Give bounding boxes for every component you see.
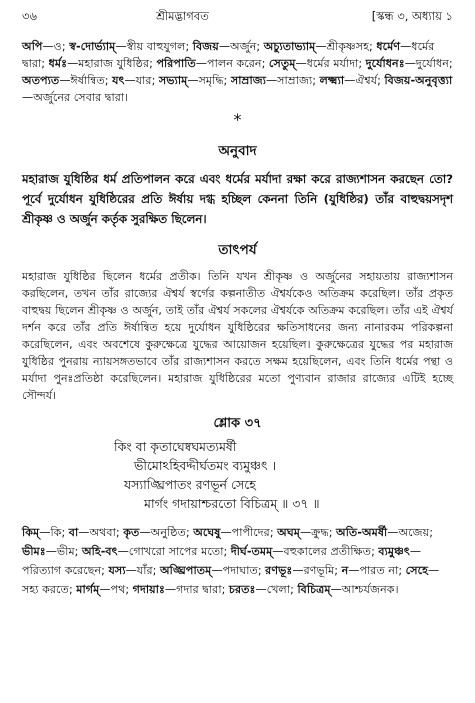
synonym-meaning: ও [53, 40, 62, 53]
synonym-entry: কৃত—অনুষ্ঠিত; [123, 526, 194, 539]
synonym-meaning: ধর্মের দ্বারা [22, 40, 435, 70]
synonym-entry: সভ্যাম্—সমৃদ্ধি; [158, 74, 231, 87]
synonym-term: দুর্যোধনঃ [365, 57, 405, 70]
synonym-term: অচ্যুতাভ্যাম্ [263, 40, 316, 53]
page-header [22, 8, 453, 32]
synonym-entry: বিজয়—অর্জুন; [192, 40, 264, 53]
synonym-term: যৎ [112, 74, 125, 87]
synonym-entry: অঘেষু—পাপীদের; [193, 526, 278, 539]
synonym-entry: অতি-অমর্ষী—অজেয়; [336, 526, 434, 539]
book-title: শ্রীমদ্ভাগবত [156, 9, 209, 23]
synonym-meaning: দুর্যোধন [415, 57, 449, 70]
synonym-entry: কিম্—কি; [22, 526, 69, 539]
synonym-entry: ব্যমুঞ্চৎ—পরিত্যাগ করেছেন; [22, 545, 422, 577]
synonym-term: বা [68, 526, 79, 539]
synonym-meaning: সাম্রাজ্য [277, 74, 313, 87]
synonym-meaning: মহারাজ যুধিষ্ঠির [78, 57, 150, 70]
page-number: ৩৬ [22, 9, 37, 23]
synonym-term: কিম্ [22, 526, 40, 539]
synonym-term: রণভূঃ [265, 564, 293, 577]
synonym-term: যস্য [108, 564, 126, 577]
synonym-meaning: সহ্য করতে [22, 583, 69, 596]
synonym-term: ভীমঃ [22, 545, 46, 558]
synonym-term: লক্ষ্ম্যা [319, 74, 345, 87]
synonym-meaning: পালন করেন [207, 57, 262, 70]
translation-heading: অনুবাদ [218, 143, 257, 159]
synonym-meaning: ঈর্ষান্বিত [70, 74, 105, 87]
verse-line: কিং বা কৃতাঘেষ্বঘমত্যমর্ষী [114, 439, 237, 454]
synonym-meaning: শ্রীকৃষ্ণসহ [326, 40, 370, 53]
synonym-meaning: অথবা [89, 526, 116, 539]
synonym-term: ধর্মঃ [48, 57, 68, 70]
synonym-entry: সাম্রাজ্য—সাম্রাজ্য; [230, 74, 320, 87]
synonym-term: ন [341, 564, 349, 577]
synonym-meaning: গোখরো সাপের মতো [128, 545, 224, 558]
verse-word-synonyms [22, 523, 453, 599]
synonym-entry: বিচিত্রম্—আশ্চর্যজনক। [297, 583, 399, 596]
synonym-term: কৃত [123, 526, 140, 539]
synonym-term: মার্গম্ [76, 583, 100, 596]
synonym-meaning: যার [135, 74, 152, 87]
synonym-meaning: স্বীয় বাহুযুগল [126, 40, 186, 53]
synonym-entry: বিজয়-অনুবৃত্ত্যা—অর্জুনের সেবার দ্বারা। [22, 74, 453, 104]
synonym-meaning: ঐশ্বর্য [355, 74, 378, 87]
synonym-meaning: পদাঘাত [222, 564, 258, 577]
synonym-meaning: পারত না [359, 564, 399, 577]
star-separator: * [233, 110, 242, 129]
synonym-entry: বা—অথবা; [68, 526, 124, 539]
synonym-entry: চরতঃ—খেলা; [228, 583, 298, 596]
synonym-term: সাম্রাজ্য [230, 74, 266, 87]
synonym-entry: অঙ্ঘ্রিপাতম্—পদাঘাত; [159, 564, 266, 577]
verse-heading: শ্লোক ৩৭ [213, 416, 262, 431]
synonym-entry: রণভূঃ—রণভূমি; [265, 564, 342, 577]
synonym-term: বিচিত্রম্ [297, 583, 331, 596]
section-reference: [স্কন্ধ ৩, অধ্যায় ১ [371, 9, 453, 23]
synonym-term: বিজয়-অনুবৃত্ত্যা [384, 74, 453, 87]
synonym-entry: ন—পারত না; [341, 564, 406, 577]
synonym-meaning: আশ্চর্যজনক [341, 583, 395, 596]
verse-line: মার্গং গদায়াশ্চরতো বিচিত্রম্ ॥ ৩৭ ॥ [144, 496, 320, 511]
synonym-meaning: অর্জুন [230, 40, 257, 53]
synonym-meaning: অজেয় [398, 526, 430, 539]
synonym-term: অতি-অমর্ষী [336, 526, 388, 539]
purport-text: মহারাজ যুধিষ্ঠির ছিলেন ধর্মের প্রতীক। তিনি যখন শ্রীকৃষ্ণ ও অর্জুনের সহায়তায় রাজ্যশাসন করছিলেন, তখন তাঁর রাজ্যের ঐশ্বর্য স্বর্গের কল্পনাতীত ঐশ্বর্যকেও অতিক্রম করেছিল। তাঁর প্রকৃত বাহুদ্বয় ছিলেন শ্রীকৃষ্ণ ও অর্জুন, তাই তাঁর ঐশ্বর্য সকলের ঐশ্বর্যকে অতিক্রম করেছিল। তাঁর এই ঐশ্বর্য দর্শন করে তাঁর প্রতি ঈর্ষান্বিত হয়ে দুর্যোধন যুধিষ্ঠিরের ক্ষতিসাধনের জন্য নানারকম পরিকল্পনা করেছিলেন, এবং অবশেষে কুরুক্ষেত্রে যুদ্ধের আয়োজন হয়েছিল। কুরুক্ষেত্রের যুদ্ধের পর মহারাজ যুধিষ্ঠির পুনরায় ন্যায়সঙ্গতভাবে তাঁর রাজ্যশাসন করতে সক্ষম হয়েছিলেন, এবং তিনি ধর্মের পন্থা ও মর্যাদা পুনঃপ্রতিষ্ঠা করেছিলেন। মহারাজ যুধিষ্ঠিরের মতো পুণ্যবান রাজার রাজ্যের এটিই হচ্ছে সৌন্দর্য। [22, 270, 453, 402]
synonym-meaning: অনুষ্ঠিত [150, 526, 186, 539]
translation-text: মহারাজ যুধিষ্ঠির ধর্ম প্রতিপালন করে এবং ধর্মের মর্যাদা রক্ষা করে রাজ্যশাসন করছেন তো? পূর্বে দুর্যোধন যুধিষ্ঠিরের প্রতি ঈর্ষায় দগ্ধ হচ্ছিল কেননা তিনি (যুধিষ্ঠির) তাঁর বাহুদ্বয়সদৃশ শ্রীকৃষ্ণ ও অর্জুন কর্তৃক সুরক্ষিত ছিলেন। [22, 172, 453, 226]
verse-line: ভীমোঽহিবদ্দীর্ঘতমং ব্যমুঞ্চৎ । [134, 458, 277, 473]
synonym-term: অঙ্ঘ্রিপাতম্ [159, 564, 212, 577]
synonym-entry: ভীমঃ—ভীম; [22, 545, 82, 558]
synonym-entry: পরিপাতি—পালন করেন; [156, 57, 269, 70]
synonym-meaning: ক্রুদ্ধ [311, 526, 329, 539]
verse-line: যস্যাঙ্ঘ্রিপাতং রণভূর্ন সেহে [124, 477, 256, 492]
synonym-meaning: খেলা [266, 583, 291, 596]
synonym-meaning: বহুকালের প্রতীক্ষিত [283, 545, 372, 558]
synonym-term: বিজয় [192, 40, 219, 53]
synonym-meaning: যাঁর [136, 564, 153, 577]
synonym-term: দীর্ঘ-তমম্ [230, 545, 273, 558]
synonym-entry: যস্য—যাঁর; [108, 564, 160, 577]
synonym-entry: গদায়াঃ—গদার দ্বারা; [132, 583, 229, 596]
synonym-term: অঘেষু [193, 526, 221, 539]
synonym-meaning: কি [50, 526, 62, 539]
synonym-entry: দীর্ঘ-তমম্—বহুকালের প্রতীক্ষিত; [230, 545, 379, 558]
synonym-meaning: ধর্মের মর্যাদা [306, 57, 359, 70]
synonym-term: সভ্যাম্ [158, 74, 188, 87]
synonym-term: অঘম্ [277, 526, 300, 539]
synonym-meaning: পথ [110, 583, 126, 596]
synonym-entry: মার্গম্—পথ; [76, 583, 133, 596]
synonym-term: ধর্মেণ [376, 40, 401, 53]
synonym-term: সেতুম্ [268, 57, 296, 70]
synonym-entry: সেতুম্—ধর্মের মর্যাদা; [268, 57, 366, 70]
synonym-meaning: ভীম [56, 545, 75, 558]
synonym-meaning: অর্জুনের সেবার দ্বারা [33, 91, 125, 104]
synonym-entry: অতপ্যত—ঈর্ষান্বিত; [22, 74, 113, 87]
synonym-term: অতপ্যত [22, 74, 60, 87]
synonym-term: ব্যমুঞ্চৎ [378, 545, 410, 558]
sanskrit-verse [22, 437, 453, 513]
synonym-entry: অঘম্—ক্রুদ্ধ; [277, 526, 337, 539]
synonym-meaning: পাপীদের [231, 526, 270, 539]
synonym-meaning: গদার দ্বারা [176, 583, 222, 596]
synonym-term: স্ব-দোর্ভ্যাম্ [69, 40, 116, 53]
synonym-entry: অচ্যুতাভ্যাম্—শ্রীকৃষ্ণসহ; [263, 40, 377, 53]
word-for-word-synonyms [22, 38, 453, 106]
synonym-entry: ধর্মেণ—ধর্মের দ্বারা; [22, 40, 435, 70]
synonym-term: পরিপাতি [156, 57, 196, 70]
synonym-entry: স্ব-দোর্ভ্যাম্—স্বীয় বাহুযুগল; [69, 40, 193, 53]
synonym-entry: অহি-বৎ—গোখরো সাপের মতো; [81, 545, 231, 558]
synonym-entry: সেহে—সহ্য করতে; [22, 564, 440, 596]
synonym-meaning: রণভূমি [303, 564, 335, 577]
synonym-term: গদায়াঃ [132, 583, 165, 596]
synonym-meaning: পরিত্যাগ করেছেন [22, 564, 102, 577]
synonym-entry: ধর্মঃ—মহারাজ যুধিষ্ঠির; [48, 57, 157, 70]
synonym-entry: যৎ—যার; [112, 74, 159, 87]
synonym-term: সেহে [405, 564, 428, 577]
synonym-entry: অপি—ও; [22, 40, 70, 53]
purport-heading: তাৎপর্য [218, 242, 257, 258]
synonym-term: অপি [22, 40, 43, 53]
synonym-entry: দুর্যোধনঃ—দুর্যোধন; [365, 57, 453, 70]
synonym-meaning: সমৃদ্ধি [198, 74, 224, 87]
synonym-entry: লক্ষ্ম্যা—ঐশ্বর্য; [319, 74, 385, 87]
synonym-term: অহি-বৎ [81, 545, 118, 558]
synonym-term: চরতঃ [228, 583, 256, 596]
